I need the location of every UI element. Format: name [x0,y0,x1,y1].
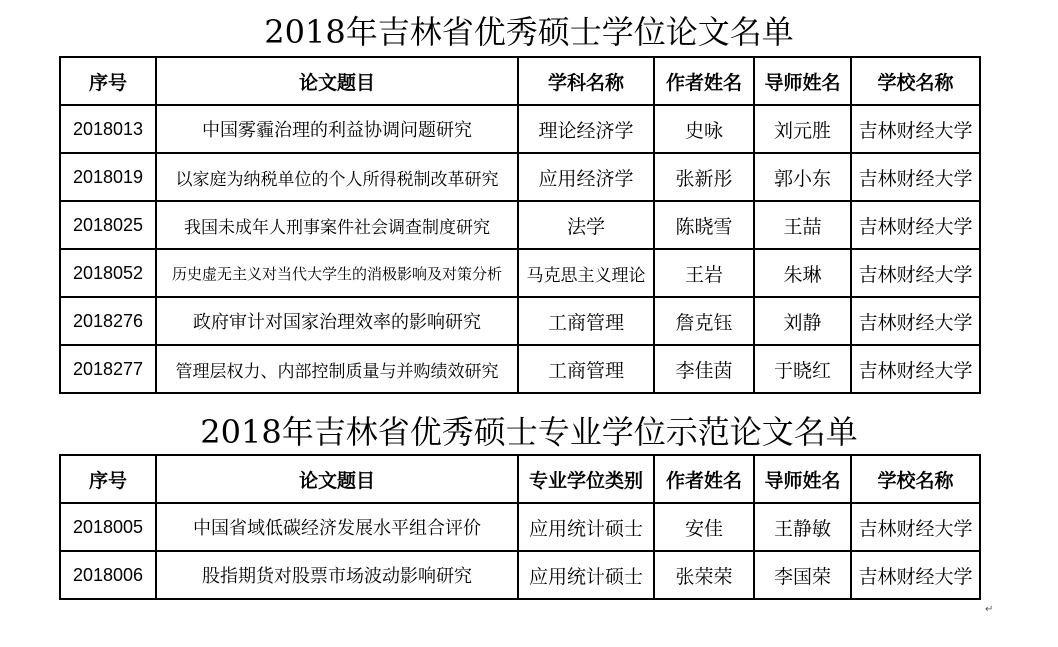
table-header-row [60,57,980,105]
discipline-cell: 理论经济学 [518,105,654,153]
discipline-cell: 工商管理 [518,345,654,393]
table-row [60,201,980,249]
school-cell: 吉林财经大学 [851,503,980,551]
header-cell-author: 作者姓名 [654,57,754,105]
paragraph-mark: ↵ [985,604,994,615]
author-cell: 詹克钰 [654,297,754,345]
table-row [60,551,980,599]
serial-cell: 2018052 [60,249,156,297]
school-cell: 吉林财经大学 [851,201,980,249]
author-cell: 史咏 [654,105,754,153]
author-cell: 陈晓雪 [654,201,754,249]
author-cell: 李佳茵 [654,345,754,393]
thesis-title-cell: 历史虚无主义对当代大学生的消极影响及对策分析 [156,249,518,297]
author-cell: 张荣荣 [654,551,754,599]
table-row [60,153,980,201]
school-cell: 吉林财经大学 [851,249,980,297]
advisor-cell: 郭小东 [754,153,851,201]
serial-cell: 2018006 [60,551,156,599]
advisor-cell: 李国荣 [754,551,851,599]
serial-cell: 2018019 [60,153,156,201]
thesis-title-cell: 以家庭为纳税单位的个人所得税制改革研究 [156,153,518,201]
header-cell-advisor: 导师姓名 [754,455,851,503]
header-cell-title: 论文题目 [156,455,518,503]
thesis-title-cell: 股指期货对股票市场波动影响研究 [156,551,518,599]
header-cell-serial: 序号 [60,57,156,105]
degree-category-cell: 应用统计硕士 [518,551,654,599]
serial-cell: 2018276 [60,297,156,345]
header-cell-author: 作者姓名 [654,455,754,503]
header-cell-school: 学校名称 [851,57,980,105]
advisor-cell: 刘静 [754,297,851,345]
advisor-cell: 朱琳 [754,249,851,297]
header-cell-discipline: 学科名称 [518,57,654,105]
advisor-cell: 王喆 [754,201,851,249]
school-cell: 吉林财经大学 [851,297,980,345]
author-cell: 王岩 [654,249,754,297]
document-title-1: 2018年吉林省优秀硕士学位论文名单 [264,13,794,51]
advisor-cell: 刘元胜 [754,105,851,153]
thesis-title-cell: 政府审计对国家治理效率的影响研究 [156,297,518,345]
header-cell-advisor: 导师姓名 [754,57,851,105]
header-cell-title: 论文题目 [156,57,518,105]
thesis-title-cell: 中国雾霾治理的利益协调问题研究 [156,105,518,153]
school-cell: 吉林财经大学 [851,551,980,599]
thesis-title-cell: 中国省域低碳经济发展水平组合评价 [156,503,518,551]
school-cell: 吉林财经大学 [851,153,980,201]
header-cell-degree-category: 专业学位类别 [518,455,654,503]
author-cell: 安佳 [654,503,754,551]
advisor-cell: 于晓红 [754,345,851,393]
thesis-table-2 [59,454,981,600]
school-cell: 吉林财经大学 [851,105,980,153]
header-cell-serial: 序号 [60,455,156,503]
serial-cell: 2018025 [60,201,156,249]
table-row [60,297,980,345]
table-row [60,249,980,297]
thesis-table-1 [59,56,981,394]
header-cell-school: 学校名称 [851,455,980,503]
table-row [60,105,980,153]
degree-category-cell: 应用统计硕士 [518,503,654,551]
document-title-2: 2018年吉林省优秀硕士专业学位示范论文名单 [200,413,858,451]
discipline-cell: 马克思主义理论 [518,249,654,297]
discipline-cell: 工商管理 [518,297,654,345]
author-cell: 张新彤 [654,153,754,201]
thesis-title-cell: 我国未成年人刑事案件社会调查制度研究 [156,201,518,249]
serial-cell: 2018013 [60,105,156,153]
table-header-row [60,455,980,503]
discipline-cell: 应用经济学 [518,153,654,201]
table-row [60,503,980,551]
advisor-cell: 王静敏 [754,503,851,551]
table-row [60,345,980,393]
serial-cell: 2018005 [60,503,156,551]
school-cell: 吉林财经大学 [851,345,980,393]
thesis-title-cell: 管理层权力、内部控制质量与并购绩效研究 [156,345,518,393]
serial-cell: 2018277 [60,345,156,393]
discipline-cell: 法学 [518,201,654,249]
